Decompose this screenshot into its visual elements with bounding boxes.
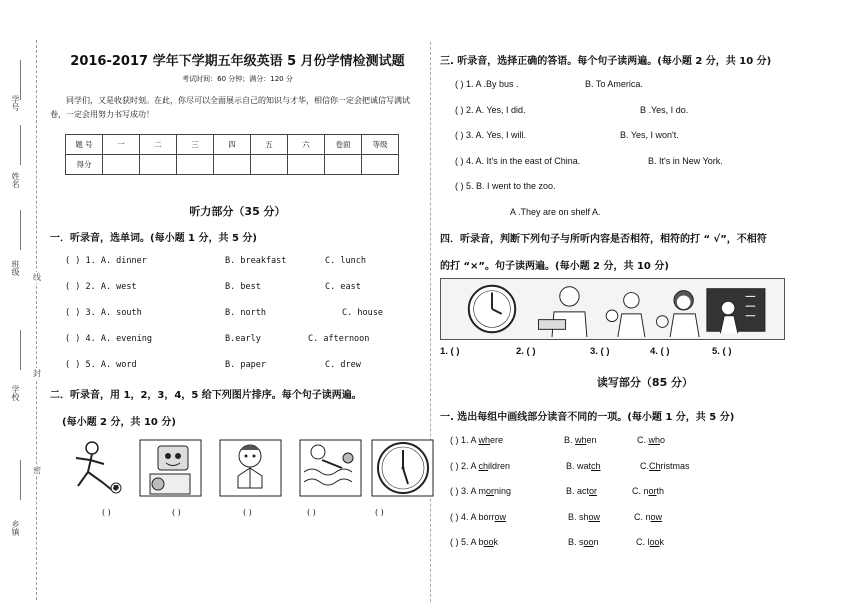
item-option-a[interactable]: ( ) 4. A borrow (450, 511, 507, 522)
answer-blank[interactable]: ( ) (307, 508, 316, 517)
section-2-heading-points: (每小题 2 分，共 10 分) (62, 417, 176, 428)
picture-strip (440, 278, 785, 340)
clock-icon (370, 438, 435, 498)
list-item (440, 124, 850, 150)
list-item (50, 354, 425, 380)
item-option-a[interactable]: ( ) 3. A. Yes, I will. (455, 130, 527, 140)
item-option-b[interactable]: B. north (225, 308, 266, 318)
column-divider (430, 42, 431, 602)
item-option-b[interactable]: B. breakfast (225, 256, 287, 266)
item-option-c[interactable]: C. drew (325, 360, 361, 370)
score-cell[interactable] (140, 155, 177, 175)
answer-blank[interactable]: ( ) (102, 508, 111, 517)
item-option-a[interactable]: ( ) 1. A .By bus . (455, 79, 519, 89)
writing-section-1-heading: 一. 选出每组中画线部分读音不同的一项。(每小题 1 分，共 5 分) (440, 412, 735, 423)
item-option-b[interactable]: B. when (564, 435, 597, 445)
listening-title: 听力部分（35 分） (189, 205, 286, 218)
item-option-c[interactable]: C. look (636, 537, 665, 547)
picture-answer-row (50, 508, 425, 524)
list-item (440, 99, 850, 125)
seal-mark-seal: 封 (33, 369, 41, 378)
score-cell[interactable] (214, 155, 251, 175)
item-option-b[interactable]: B. best (225, 282, 261, 292)
writing-section-1-list (440, 429, 850, 557)
score-header: 卷面 (325, 135, 362, 155)
item-option-a[interactable]: ( ) 4. A. evening (65, 334, 152, 344)
list-item (440, 201, 850, 227)
exam-title: 2016-2017 学年下学期五年级英语 5 月份学情检测试题 (70, 54, 405, 69)
item-option-a[interactable]: ( ) 5. A book (450, 537, 499, 547)
item-option-a[interactable]: ( ) 2. A children (450, 460, 511, 471)
judge-answer-row (440, 340, 850, 362)
item-option-b[interactable]: B .Yes, I do. (640, 104, 689, 115)
item-option-c[interactable]: C. lunch (325, 256, 366, 266)
score-header: 四 (214, 135, 251, 155)
score-cell[interactable] (362, 155, 399, 175)
score-header: 一 (103, 135, 140, 155)
section-2-heading: 二．听录音，用 1，2，3，4，5 给下列图片排序。每个句子读两遍。 (50, 390, 362, 401)
score-header: 题 号 (66, 135, 103, 155)
item-option-c[interactable]: C. north (632, 486, 665, 496)
score-cell[interactable] (325, 155, 362, 175)
score-header: 等级 (362, 135, 399, 155)
score-header: 二 (140, 135, 177, 155)
boy-reading-icon (218, 438, 283, 498)
item-option-a[interactable]: ( ) 1. A where (450, 435, 504, 445)
item-option-c[interactable]: C. afternoon (308, 334, 370, 344)
seal-mark-close: 密 (33, 466, 41, 475)
item-option-a[interactable]: ( ) 3. A morning (450, 486, 512, 496)
list-item (50, 328, 425, 354)
item-option-a[interactable]: ( ) 5. A. word (65, 360, 137, 370)
item-option-c[interactable]: C.Christmas (640, 460, 690, 471)
seal-mark-line: 线 (33, 273, 41, 282)
item-option-b[interactable]: B. watch (566, 460, 601, 471)
item-option-a[interactable]: ( ) 3. A. south (65, 308, 142, 318)
item-option-c[interactable]: C. house (342, 308, 383, 318)
item-option-b[interactable]: B. soon (568, 537, 599, 547)
item-option-c[interactable]: C. east (325, 282, 361, 292)
answer-blank[interactable]: 2. ( ) (516, 346, 536, 357)
section-4-heading: 四．听录音，判断下列句子与所听内容是否相符，相符的打 “ √”，不相符 (440, 234, 767, 245)
score-cell[interactable] (251, 155, 288, 175)
score-cell[interactable] (177, 155, 214, 175)
section-1-heading: 一．听录音，选单词。(每小题 1 分，共 5 分) (50, 233, 257, 244)
item-option-a[interactable]: ( ) 1. A. dinner (65, 256, 147, 266)
list-item (440, 175, 850, 201)
answer-blank[interactable]: ( ) (172, 508, 181, 517)
list-item (440, 73, 850, 99)
list-item (440, 455, 850, 481)
answer-blank[interactable]: ( ) (375, 508, 384, 517)
score-row-label: 得分 (66, 155, 103, 175)
binding-margin (0, 0, 48, 607)
section-3-list (440, 73, 850, 226)
answer-blank[interactable]: 1. ( ) (440, 346, 460, 357)
answer-blank[interactable]: 3. ( ) (590, 346, 610, 357)
margin-label-school: 学校 (11, 385, 20, 401)
left-column (50, 50, 425, 524)
exam-intro: 同学们，又是收获时刻。在此，你尽可以全面展示自己的知识与才华，相信你一定会把诚信写满试卷，一定会用努力书写成功！ (50, 96, 410, 119)
item-option-b[interactable]: B.early (225, 334, 261, 344)
score-header: 五 (251, 135, 288, 155)
score-header: 三 (177, 135, 214, 155)
answer-blank[interactable]: ( ) (243, 508, 252, 517)
item-option-extra[interactable]: A .They are on shelf A. (510, 206, 601, 217)
item-option-a[interactable]: ( ) 2. A. Yes, I did. (455, 104, 526, 115)
robot-tv-icon (138, 438, 203, 498)
picture-row (50, 438, 425, 508)
item-option-b[interactable]: B. paper (225, 360, 266, 370)
item-option-a[interactable]: ( ) 5. B. I went to the zoo. (455, 181, 556, 191)
score-table (65, 134, 399, 175)
section-3-heading: 三. 听录音，选择正确的答语。每个句子读两遍。(每小题 2 分，共 10 分) (440, 56, 772, 67)
right-column (440, 50, 850, 557)
item-option-c[interactable]: C. who (637, 435, 666, 445)
girl-swimming-icon (298, 438, 363, 498)
exam-subtitle: 考试时间：60 分钟；满分：120 分 (182, 75, 293, 83)
margin-label-class: 班级 (11, 260, 20, 276)
margin-label-name: 姓名 (11, 172, 20, 188)
item-option-b[interactable]: B. actor (566, 486, 598, 496)
item-option-b[interactable]: B. show (568, 511, 601, 522)
score-cell[interactable] (103, 155, 140, 175)
item-option-c[interactable]: C. now (634, 511, 663, 522)
item-option-a[interactable]: ( ) 2. A. west (65, 282, 137, 292)
list-item (440, 531, 850, 557)
list-item (440, 150, 850, 176)
list-item (50, 250, 425, 276)
list-item (440, 429, 850, 455)
soccer-player-icon (62, 438, 127, 498)
item-option-b[interactable]: B. It's in New York. (648, 155, 723, 166)
item-option-a[interactable]: ( ) 4. A. It's in the east of China. (455, 155, 581, 166)
score-cell[interactable] (288, 155, 325, 175)
list-item (440, 480, 850, 506)
answer-blank[interactable]: 5. ( ) (712, 346, 732, 357)
answer-blank[interactable]: 4. ( ) (650, 346, 670, 357)
section-1-list (50, 250, 425, 380)
list-item (50, 276, 425, 302)
list-item (440, 506, 850, 532)
writing-title: 读写部分（85 分） (596, 376, 694, 389)
score-header: 六 (288, 135, 325, 155)
margin-label-township: 乡镇 (11, 520, 20, 536)
item-option-b[interactable]: B. Yes, I won't. (620, 130, 679, 140)
section-4-heading-points: 的打 “×”。句子读两遍。(每小题 2 分，共 10 分) (440, 261, 669, 272)
margin-label-student-id: 学号 (11, 95, 20, 111)
item-option-b[interactable]: B. To America. (585, 79, 643, 89)
list-item (50, 302, 425, 328)
